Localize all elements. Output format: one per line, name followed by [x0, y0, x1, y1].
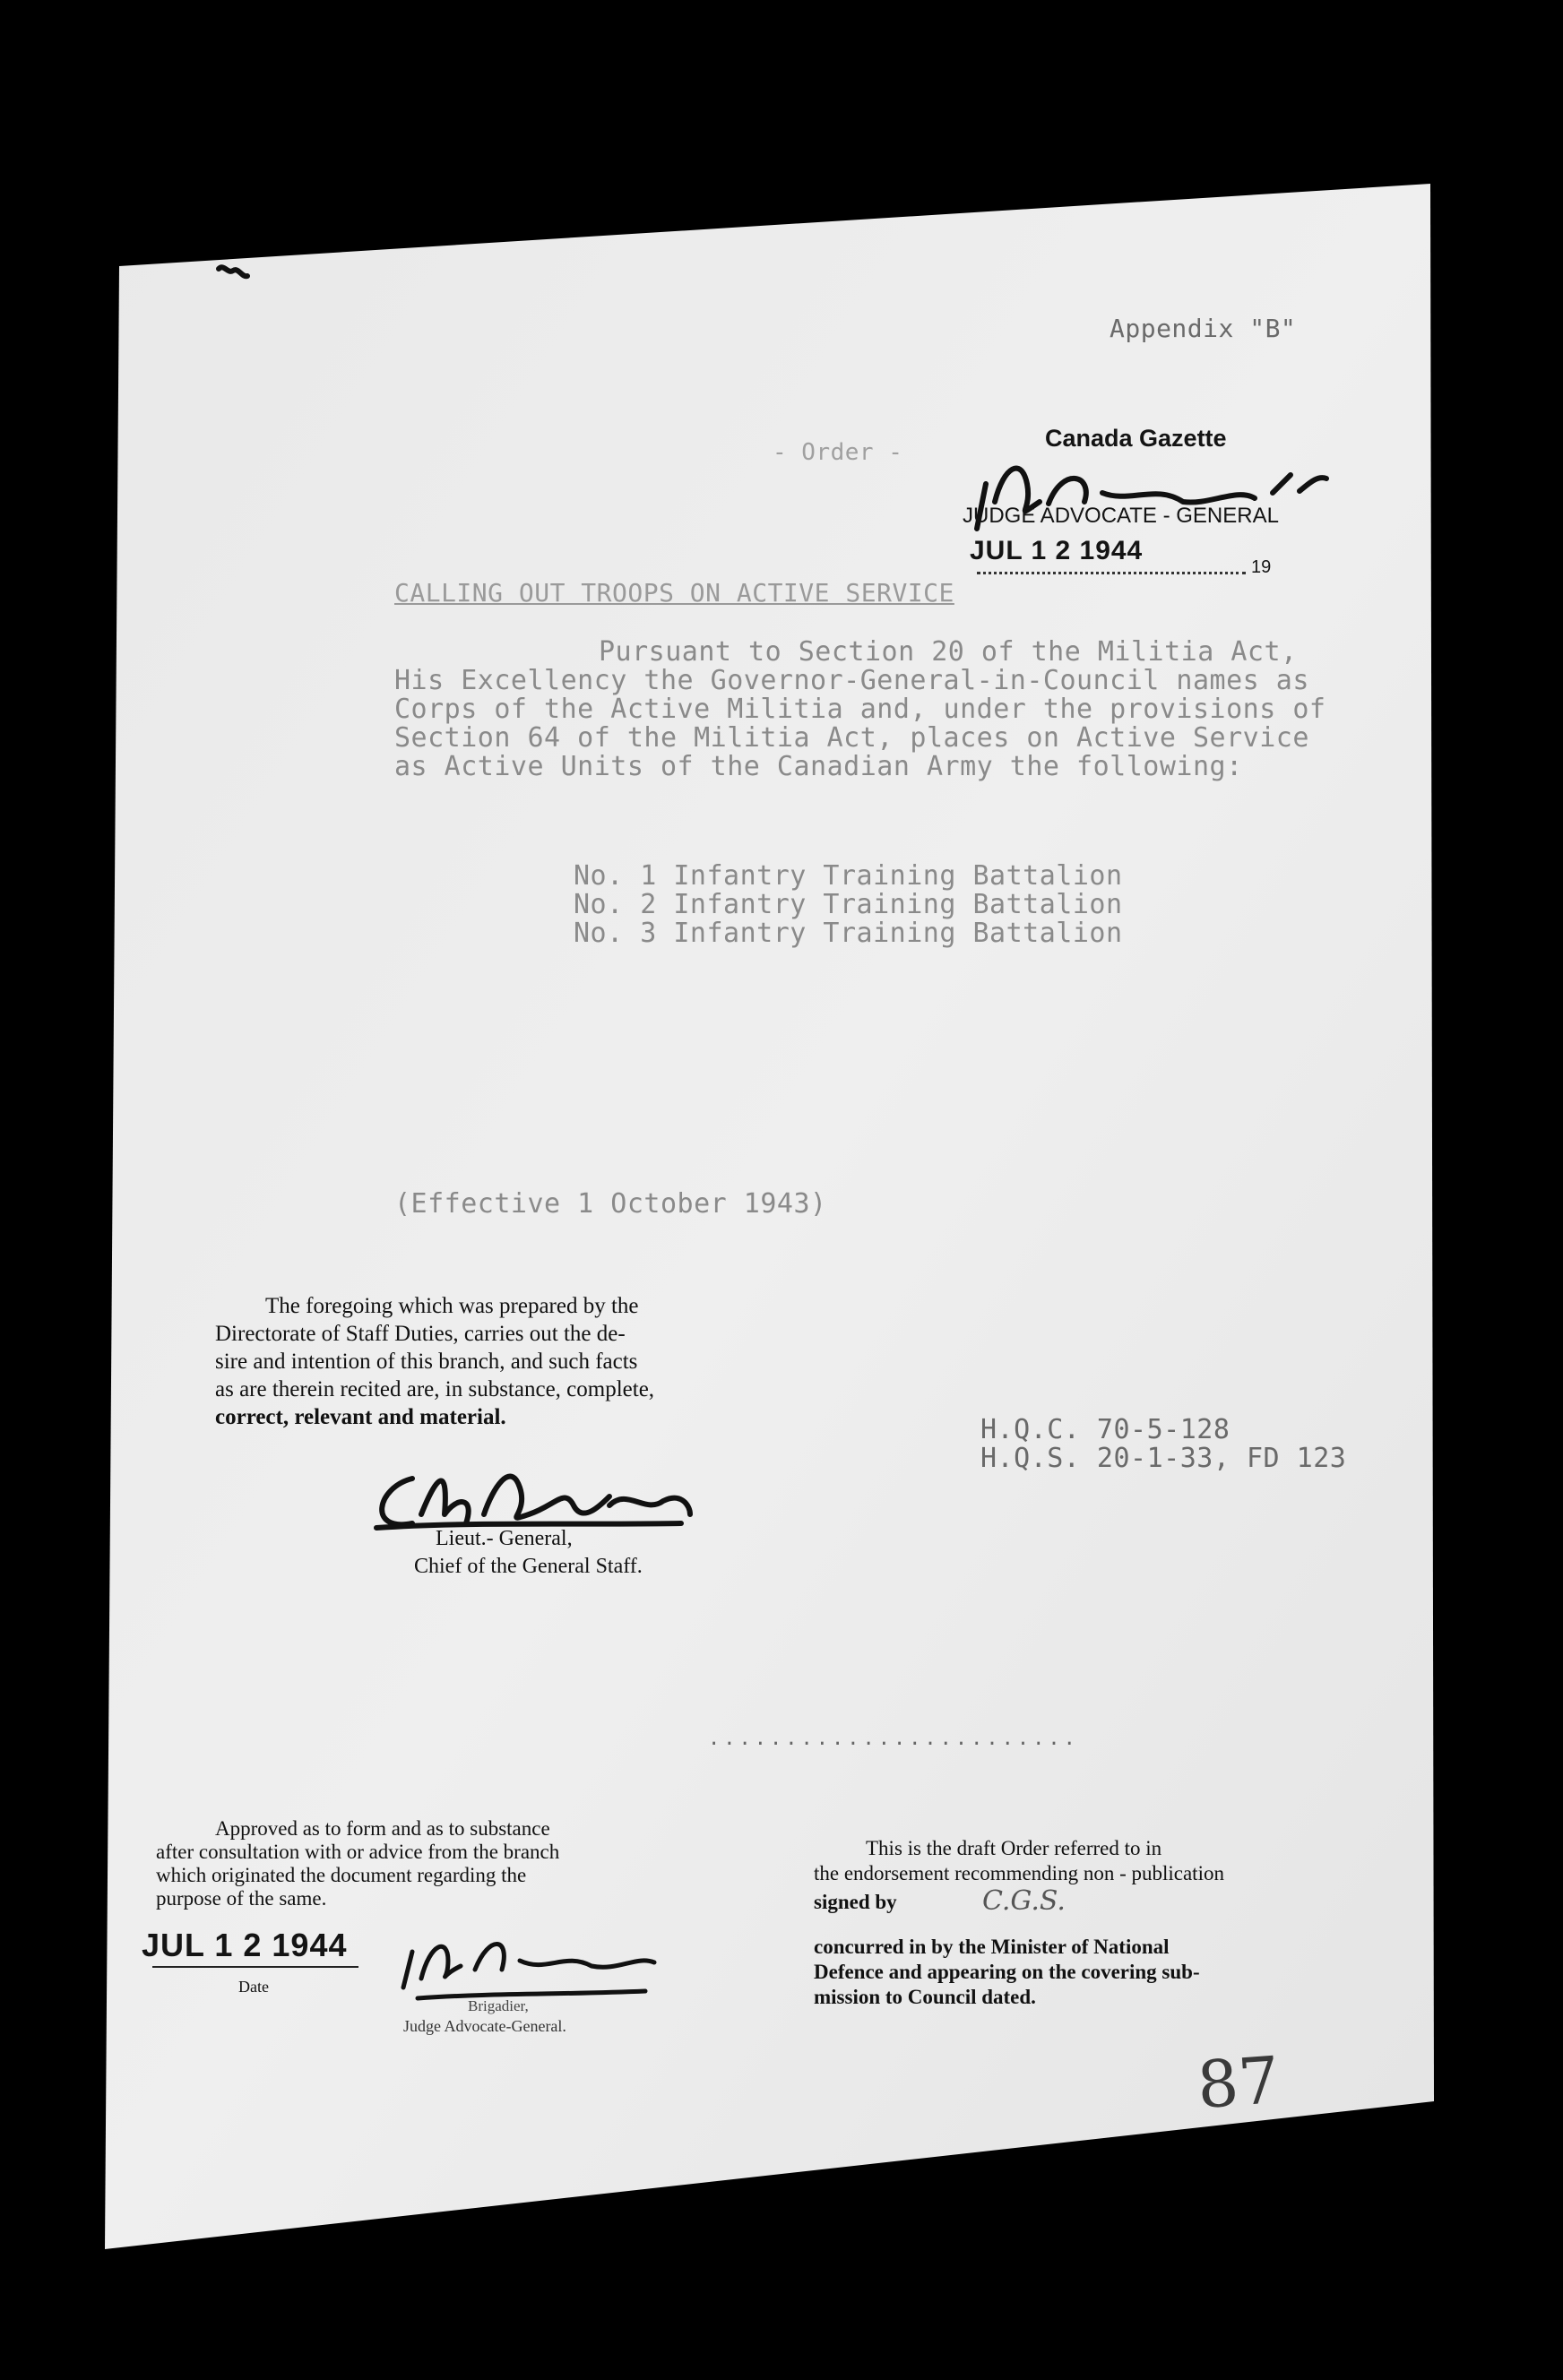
signed-by-value: C.G.S. [982, 1885, 1066, 1917]
approval-line: Approved as to form and as to substance [215, 1817, 550, 1840]
gazette-date-stamp: JUL 1 2 1944 [970, 536, 1144, 565]
certification-line: as are therein recited are, in substance, complete, [215, 1377, 655, 1401]
approval-line: after consultation with or advice from the branch [156, 1841, 560, 1863]
draft-note-line: concurred in by the Minister of National [814, 1936, 1170, 1958]
file-ref: H.Q.S. 20-1-33, FD 123 [980, 1443, 1347, 1474]
paragraph-line: as Active Units of the Canadian Army the following: [394, 751, 1243, 782]
effective-date: (Effective 1 October 1943) [394, 1188, 827, 1220]
jag-title: Judge Advocate-General. [403, 2017, 566, 2035]
certification-line: Directorate of Staff Duties, carries out the de- [215, 1322, 626, 1346]
draft-note-line: signed by [814, 1891, 897, 1913]
appendix-label: Appendix "B" [1110, 314, 1297, 343]
cgs-rank: Lieut.- General, [436, 1527, 573, 1550]
jag-office: JUDGE ADVOCATE - GENERAL [963, 504, 1279, 528]
unit-item: No. 1 Infantry Training Battalion [574, 860, 1123, 892]
paragraph-line: Corps of the Active Militia and, under the provisions of [394, 694, 1326, 725]
approval-date-stamp: JUL 1 2 1944 [142, 1927, 348, 1963]
certification-line: The foregoing which was prepared by the [265, 1294, 639, 1318]
unit-item: No. 2 Infantry Training Battalion [574, 889, 1123, 920]
file-ref: H.Q.C. 70-5-128 [980, 1414, 1231, 1445]
section-separator: ........................ [708, 1728, 1079, 1750]
draft-note-line: This is the draft Order referred to in [866, 1837, 1162, 1859]
approval-line: which originated the document regarding the [156, 1864, 527, 1886]
draft-note-line: Defence and appearing on the covering sub- [814, 1961, 1200, 1983]
page-number: 87 [1195, 2041, 1282, 2124]
gazette-title: Canada Gazette [1045, 425, 1227, 452]
draft-note-line: the endorsement recommending non - publication [814, 1862, 1224, 1884]
unit-item: No. 3 Infantry Training Battalion [574, 918, 1123, 949]
approval-line: purpose of the same. [156, 1887, 327, 1910]
cgs-title: Chief of the General Staff. [414, 1555, 643, 1578]
order-label: - Order - [773, 439, 903, 466]
paragraph-line: Pursuant to Section 20 of the Militia Act, [599, 636, 1298, 668]
date-label: Date [238, 1978, 269, 1996]
year-blank: 19 [1251, 557, 1272, 577]
document-heading: CALLING OUT TROOPS ON ACTIVE SERVICE [394, 578, 954, 608]
date-rule [152, 1966, 358, 1968]
jag-rank: Brigadier, [468, 1997, 529, 2014]
paragraph-line: His Excellency the Governor-General-in-Council names as [394, 665, 1309, 696]
paragraph-line: Section 64 of the Militia Act, places on Active Service [394, 722, 1309, 754]
jag-signature-bottom [385, 1916, 672, 2005]
stray-mark [215, 262, 251, 289]
draft-note-line: mission to Council dated. [814, 1986, 1036, 2008]
certification-line: correct, relevant and material. [215, 1405, 506, 1429]
certification-line: sire and intention of this branch, and such facts [215, 1350, 638, 1374]
dotted-line [977, 572, 1246, 574]
